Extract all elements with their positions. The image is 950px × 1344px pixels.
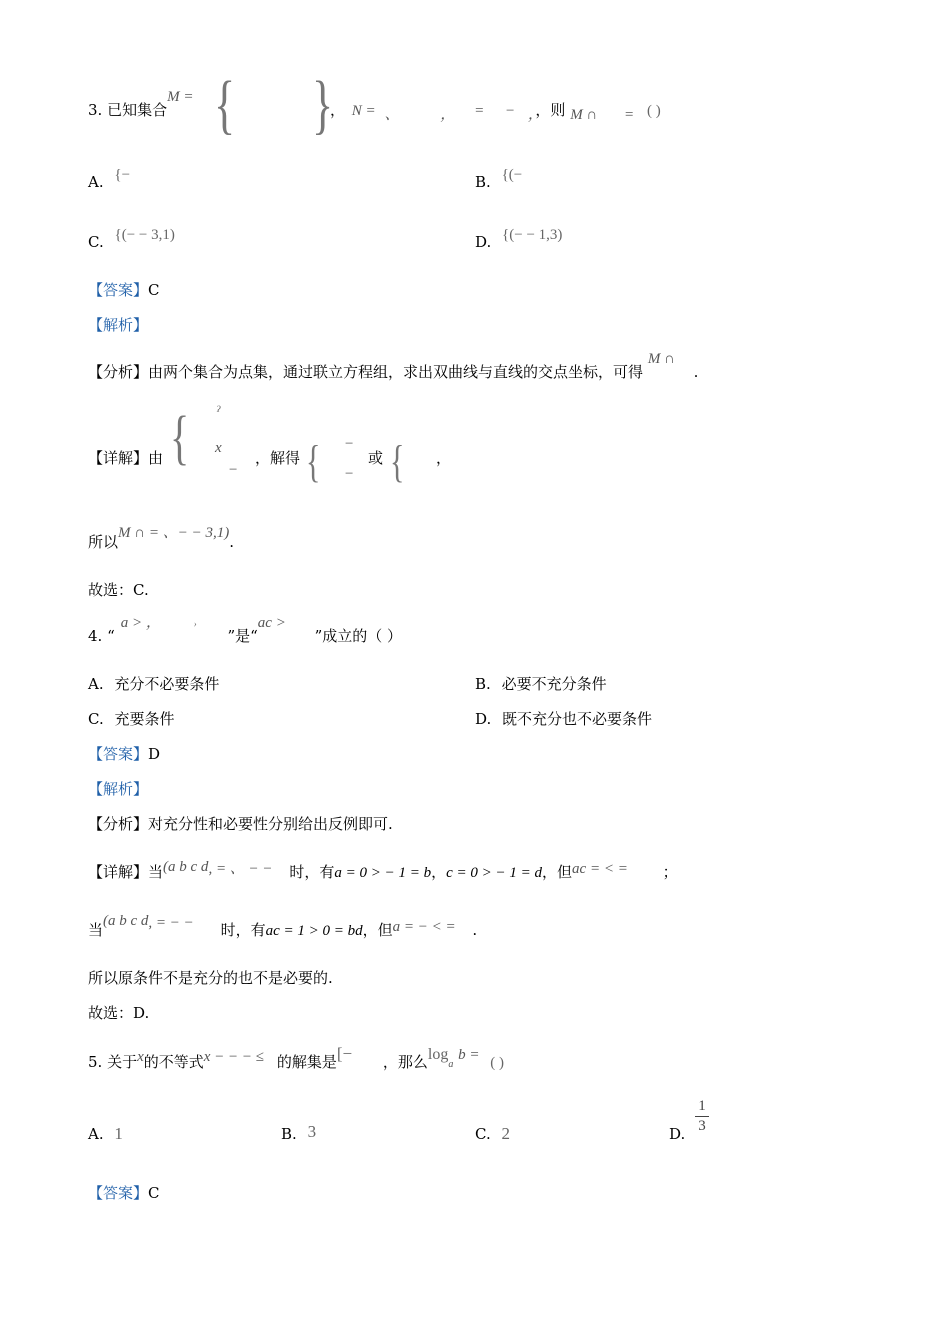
detail-time: 时，有	[289, 863, 335, 881]
q3-set-n: N =	[351, 103, 376, 119]
q3-m-right-brace: }	[312, 67, 334, 141]
detail-time: 时，有	[220, 921, 266, 939]
q4-option-c	[88, 709, 175, 729]
detail-comma: ，	[431, 863, 447, 881]
q4-choose	[88, 1003, 149, 1023]
detail-by: 由	[148, 449, 164, 467]
q3-stem	[88, 89, 194, 121]
q3-comma: ，	[330, 101, 346, 119]
detail-end: ；	[662, 863, 678, 881]
q3-system-tick: ˀ	[216, 404, 221, 420]
detail-ineq1: a = 0 > − 1 = b	[334, 865, 432, 881]
detail-or: 或	[368, 449, 384, 467]
q5-stem	[88, 1044, 505, 1075]
q4-option-d	[475, 709, 652, 729]
detail-tuple: (a b c d	[103, 913, 149, 929]
detail-tag: 【详解】	[88, 449, 149, 467]
q3-option-d	[475, 227, 563, 253]
detail-comma: ，	[436, 449, 452, 467]
q3-option-c	[88, 227, 175, 253]
option-text: 1	[114, 1124, 123, 1143]
q3-analysis	[88, 315, 148, 335]
so-prefix: 所以	[88, 533, 119, 551]
q3-system-minus: −	[228, 462, 239, 478]
q3-answer	[88, 280, 160, 300]
detail-when: 当	[148, 863, 164, 881]
q3-then: ，则	[535, 101, 566, 119]
detail-but: ，但	[362, 921, 393, 939]
q3-n-frag2: ，	[440, 107, 456, 123]
q3-set-m: M =	[167, 89, 194, 105]
q5-option-b	[281, 1124, 316, 1144]
detail-ineq: ac = 1 > 0 = bd	[265, 923, 363, 939]
q3-sol1-brace: {	[306, 437, 321, 487]
q3-fenxi	[88, 351, 699, 383]
fraction-bar	[695, 1116, 709, 1117]
q3-system-brace: {	[170, 403, 190, 471]
q4-stem-prefix: 4. “	[88, 627, 115, 645]
q4-cond1b: ›	[193, 619, 197, 629]
conclusion-text: 所以原条件不是充分的也不是必要的.	[88, 969, 333, 987]
option-text: {(− − 1,3)	[502, 227, 563, 243]
detail-but: ，但	[542, 863, 573, 881]
q5-mid1: 的不等式	[143, 1053, 204, 1071]
option-text: {(−	[501, 167, 523, 183]
q5-option-d	[669, 1124, 685, 1144]
option-text: {(− − 3,1)	[114, 227, 175, 243]
q5-inequality: x − − − ≤	[203, 1049, 265, 1065]
option-label: B.	[475, 173, 491, 191]
q3-option-a	[88, 167, 131, 193]
q5-stem-prefix: 5. 关于	[88, 1053, 138, 1071]
q4-option-a	[88, 674, 219, 694]
detail-tuple-eq: , = 、 − −	[208, 861, 273, 877]
so-math: M ∩ = 、− − 3,1)	[118, 525, 230, 541]
analysis-tag: 【解析】	[88, 316, 149, 334]
fenxi-tag: 【分析】	[88, 815, 149, 833]
fenxi-math: M ∩	[647, 351, 675, 367]
detail-ineq2: c = 0 > − 1 = d	[446, 865, 543, 881]
answer-value: C	[148, 281, 160, 299]
q3-choose	[88, 580, 149, 600]
option-label: A.	[88, 173, 104, 191]
option-label: B.	[281, 1125, 297, 1143]
option-text: 3	[307, 1122, 317, 1141]
option-label: A.	[88, 1125, 104, 1143]
answer-tag: 【答案】	[88, 745, 149, 763]
detail-tuple-eq: , = − −	[148, 915, 194, 931]
q5-option-d-fraction	[695, 1098, 709, 1135]
q5-option-a	[88, 1124, 123, 1144]
q4-option-b	[475, 674, 607, 694]
option-label: C.	[88, 233, 104, 251]
q3-answer-paren: ( )	[646, 103, 661, 119]
q4-detail-1	[88, 859, 678, 883]
q3-option-b	[475, 167, 523, 193]
detail-end: .	[472, 921, 478, 939]
option-text: 既不充分也不必要条件	[502, 710, 653, 728]
option-text: 充要条件	[114, 710, 175, 728]
fenxi-text: 对充分性和必要性分别给出反例即可.	[148, 815, 393, 833]
q4-cond2: ac >	[257, 615, 286, 631]
option-label: A.	[88, 675, 104, 693]
q3-n-frag1: 、	[384, 107, 400, 123]
q3-n-frag5: ，	[527, 107, 536, 123]
q5-log: log	[427, 1046, 449, 1063]
fenxi-end: .	[693, 363, 699, 381]
q4-answer	[88, 744, 160, 764]
q5-mid2: 的解集是	[276, 1053, 337, 1071]
q3-n-frag4: −	[504, 103, 516, 119]
choose-text: 故选：C.	[88, 581, 149, 599]
option-text: 必要不充分条件	[501, 675, 607, 693]
option-label: D.	[475, 233, 492, 251]
q3-stem-rest	[330, 100, 661, 121]
answer-tag: 【答案】	[88, 281, 149, 299]
q5-log-arg: b =	[458, 1047, 480, 1063]
fraction-numerator: 1	[698, 1098, 706, 1114]
option-text: 充分不必要条件	[114, 675, 220, 693]
detail-when: 当	[88, 921, 104, 939]
q3-n-frag3: =	[474, 103, 485, 119]
q4-mid: ”是“	[227, 627, 258, 645]
choose-text: 故选：D.	[88, 1004, 150, 1022]
q3-eq: =	[624, 107, 635, 123]
q3-so	[88, 525, 234, 553]
option-text: 2	[501, 1124, 510, 1143]
option-label: D.	[475, 710, 492, 728]
detail-tuple: (a b c d	[163, 859, 209, 875]
q3-detail	[88, 448, 163, 468]
q5-option-c	[475, 1124, 510, 1144]
q5-interval: [−	[336, 1044, 353, 1063]
q5-answer	[88, 1183, 160, 1203]
fenxi-text: 由两个集合为点集，通过联立方程组，求出双曲线与直线的交点坐标，可得	[148, 363, 644, 381]
option-label: C.	[475, 1125, 491, 1143]
option-label: B.	[475, 675, 491, 693]
q4-conclusion	[88, 968, 333, 988]
q3-stem-prefix: 3. 已知集合	[88, 101, 168, 119]
detail-tail: a = − < =	[392, 919, 456, 935]
q4-fenxi	[88, 814, 393, 834]
q3-sol1-minus2: −	[344, 466, 355, 482]
q3-detail-solve	[255, 448, 300, 468]
analysis-tag: 【解析】	[88, 780, 149, 798]
so-end: .	[229, 533, 234, 551]
q3-sol2-brace: {	[390, 437, 405, 487]
q3-sol1-minus: −	[344, 436, 355, 452]
q5-answer-paren: ( )	[490, 1055, 505, 1071]
q4-analysis	[88, 779, 148, 799]
fenxi-tag: 【分析】	[88, 363, 149, 381]
q3-m-left-brace: {	[214, 67, 236, 141]
q5-mid3: ，那么	[382, 1053, 428, 1071]
option-label: D.	[669, 1125, 686, 1143]
q4-stem	[88, 615, 403, 648]
q4-stem-suffix: ”成立的（ ）	[314, 627, 403, 645]
q3-system-x: x	[215, 440, 222, 456]
q3-detail-comma	[436, 448, 451, 468]
q4-cond1: a > ，	[120, 615, 161, 631]
detail-tail: ac = < =	[572, 861, 628, 877]
answer-value: D	[148, 745, 161, 763]
answer-value: C	[148, 1184, 160, 1202]
q5-log-base: a	[448, 1059, 454, 1070]
q5-x: x	[137, 1049, 144, 1065]
fraction-denominator: 3	[698, 1118, 706, 1134]
answer-tag: 【答案】	[88, 1184, 149, 1202]
option-label: C.	[88, 710, 104, 728]
option-text: {−	[114, 167, 131, 183]
q3-detail-or	[368, 448, 383, 468]
detail-solve: ，解得	[255, 449, 301, 467]
detail-tag: 【详解】	[88, 863, 149, 881]
q4-detail-2	[88, 913, 478, 941]
q3-m-cap: M ∩	[570, 107, 598, 123]
